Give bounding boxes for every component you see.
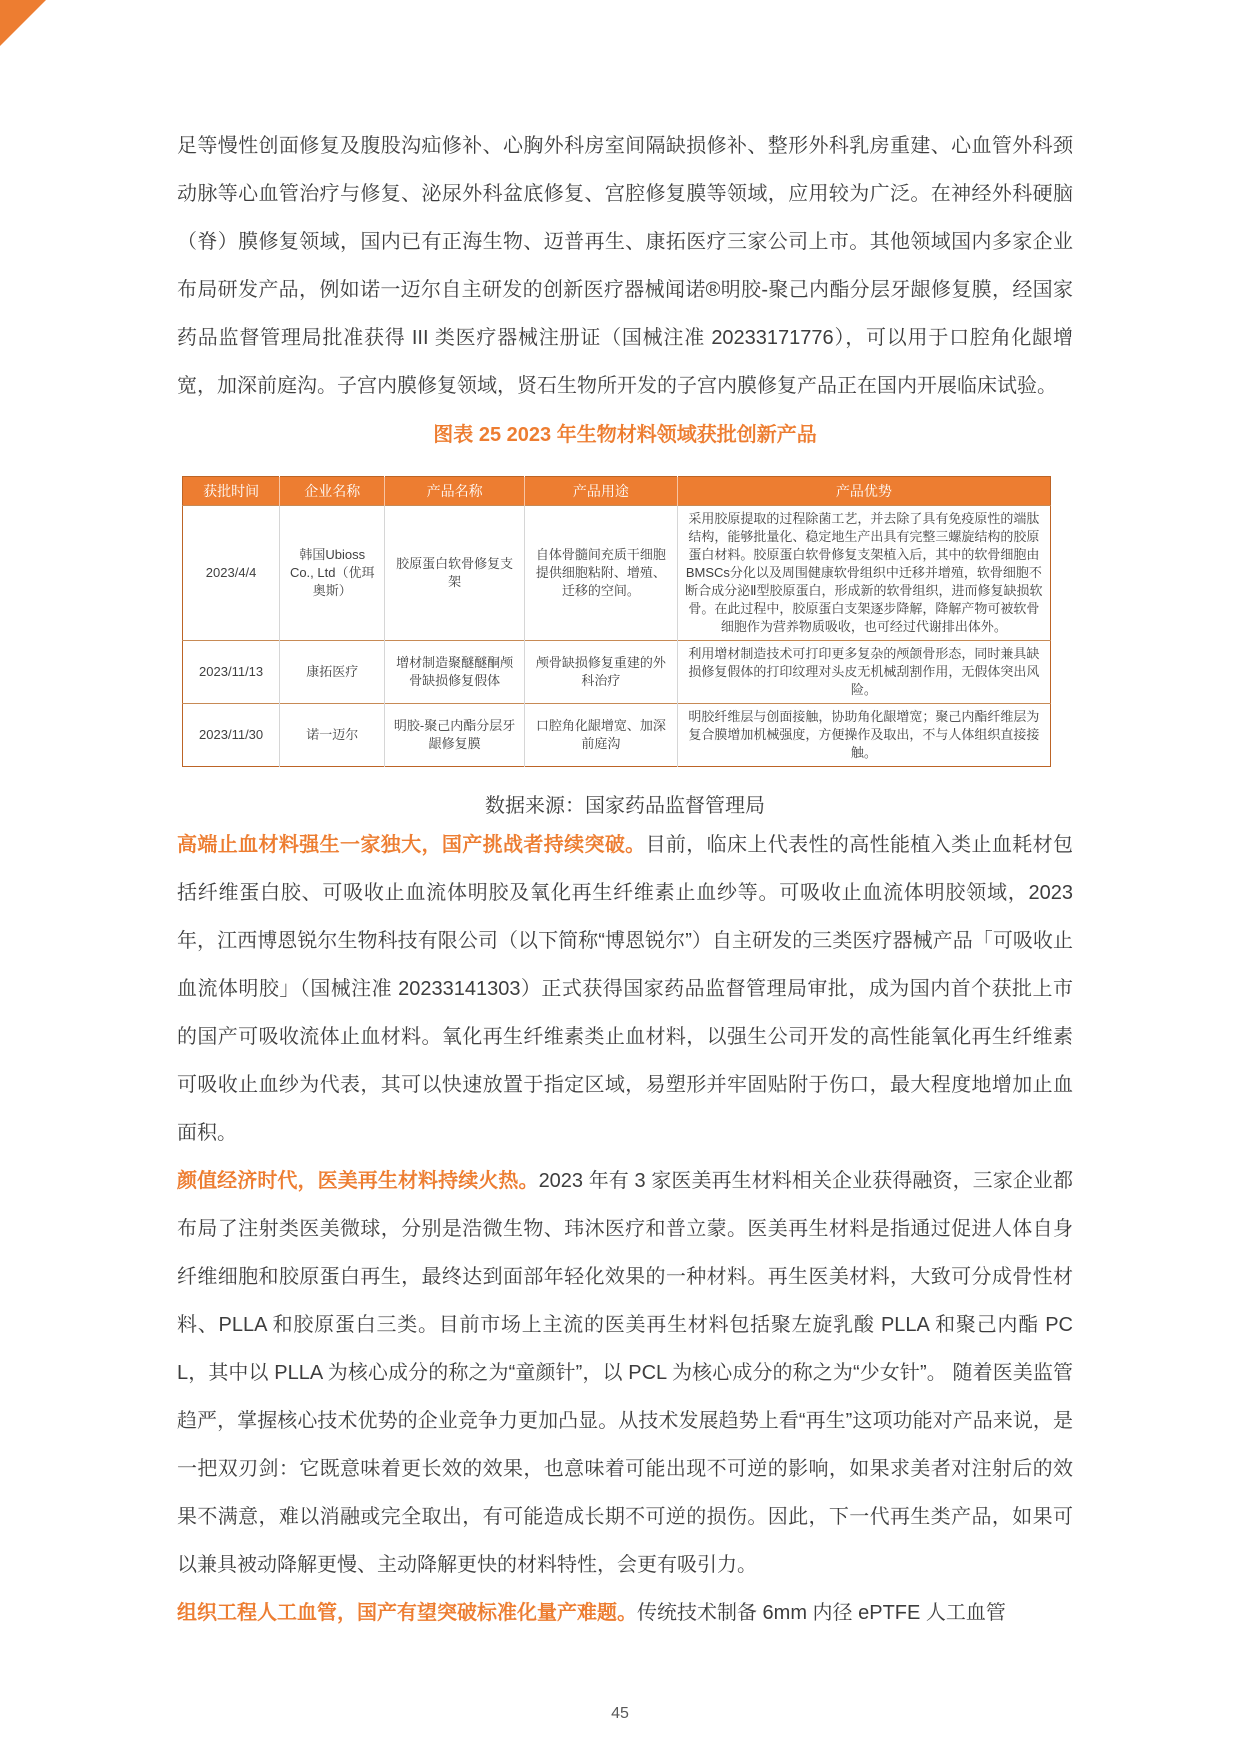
cell-product-use: 口腔角化龈增宽、加深前庭沟: [524, 704, 677, 767]
cell-product-use: 颅骨缺损修复重建的外科治疗: [524, 641, 677, 704]
cell-product-advantage: 利用增材制造技术可打印更多复杂的颅颌骨形态，同时兼具缺损修复假体的打印纹理对头皮无机械刮割作用，无假体突出风险。: [677, 641, 1050, 704]
cell-approval-date: 2023/11/30: [183, 704, 280, 767]
cell-product-name: 胶原蛋白软骨修复支架: [385, 506, 525, 641]
page-content: [177, 122, 1073, 1637]
cell-product-name: 增材制造聚醚醚酮颅骨缺损修复假体: [385, 641, 525, 704]
col-header-company: 企业名称: [280, 477, 385, 506]
page-number: 45: [611, 1705, 629, 1722]
cell-product-use: 自体骨髓间充质干细胞提供细胞粘附、增殖、迁移的空间。: [524, 506, 677, 641]
approved-products-table: [182, 476, 1051, 767]
table-row: [183, 506, 1051, 641]
paragraph-body-aesthetic: 2023 年有 3 家医美再生材料相关企业获得融资，三家企业都布局了注射类医美微球，分别是浩微生物、玮沐医疗和普立蒙。医美再生材料是指通过促进人体自身纤维细胞和胶原蛋白再生，最终达到面部年轻化效果的一种材料。再生医美材料，大致可分成骨性材料、PLLA 和胶原蛋白三类。目前市场上主流的医美再生材料包括聚左旋乳酸 PLLA 和聚己内酯 PCL，其中以 PLLA 为核心成分的称之为“童颜针”，以 PCL 为核心成分的称之为“少女针”。 随着医美监管趋严，掌握核心技术优势的企业竞争力更加凸显。从技术发展趋势上看“再生”这项功能对产品来说，是一把双刃剑：它既意味着更长效的效果，也意味着可能出现不可逆的影响，如果求美者对注射后的效果不满意，难以消融或完全取出，有可能造成长期不可逆的损伤。因此，下一代再生类产品，如果可以兼具被动降解更慢、主动降解更快的材料特性，会更有吸引力。: [177, 1170, 1074, 1576]
corner-decoration: [0, 0, 46, 46]
table-header-row: [183, 477, 1051, 506]
paragraph-hemostatic-materials: [177, 821, 1073, 1157]
cell-approval-date: 2023/4/4: [183, 506, 280, 641]
paragraph-vascular-graft: [177, 1589, 1073, 1637]
col-header-approval-date: 获批时间: [183, 477, 280, 506]
figure-caption: 图表 25 2023 年生物材料领域获批创新产品: [433, 424, 817, 446]
paragraph-repair-membranes: 足等慢性创面修复及腹股沟疝修补、心胸外科房室间隔缺损修补、整形外科乳房重建、心血管外科颈动脉等心血管治疗与修复、泌尿外科盆底修复、宫腔修复膜等领域，应用较为广泛。在神经外科硬脑（脊）膜修复领域，国内已有正海生物、迈普再生、康拓医疗三家公司上市。其他领域国内多家企业布局研发产品，例如诺一迈尔自主研发的创新医疗器械闻诺®明胶-聚己内酯分层牙龈修复膜，经国家药品监督管理局批准获得 III 类医疗器械注册证（国械注准 20233171776），可以用于口腔角化龈增宽，加深前庭沟。子宫内膜修复领域，贤石生物所开发的子宫内膜修复产品正在国内开展临床试验。: [177, 135, 1073, 397]
cell-product-advantage: 采用胶原提取的过程除菌工艺，并去除了具有免疫原性的端肽结构，能够批量化、稳定地生产出具有完整三螺旋结构的胶原蛋白材料。胶原蛋白软骨修复支架植入后，其中的软骨细胞由BMSCs分化以及周围健康软骨组织中迁移并增殖，软骨细胞不断合成分泌Ⅱ型胶原蛋白，形成新的软骨组织，进而修复缺损软骨。在此过程中，胶原蛋白支架逐步降解，降解产物可被软骨细胞作为营养物质吸收，也可经过代谢排出体外。: [677, 506, 1050, 641]
paragraph-aesthetic-regenerative: [177, 1157, 1073, 1589]
cell-approval-date: 2023/11/13: [183, 641, 280, 704]
paragraph-lead-hemostatic: 高端止血材料强生一家独大，国产挑战者持续突破。: [177, 834, 646, 856]
col-header-product-name: 产品名称: [385, 477, 525, 506]
cell-product-advantage: 明胶纤维层与创面接触，协助角化龈增宽；聚己内酯纤维层为复合膜增加机械强度，方便操作及取出，不与人体组织直接接触。: [677, 704, 1050, 767]
paragraph-body-hemostatic: 目前，临床上代表性的高性能植入类止血耗材包括纤维蛋白胶、可吸收止血流体明胶及氧化再生纤维素止血纱等。可吸收止血流体明胶领域，2023 年，江西博恩锐尔生物科技有限公司（以下简称“博恩锐尔”）自主研发的三类医疗器械产品「可吸收止血流体明胶」（国械注准 20233141303）正式获得国家药品监督管理局审批，成为国内首个获批上市的国产可吸收流体止血材料。氧化再生纤维素类止血材料，以强生公司开发的高性能氧化再生纤维素可吸收止血纱为代表，其可以快速放置于指定区域，易塑形并牢固贴附于伤口，最大程度地增加止血面积。: [177, 834, 1074, 1144]
col-header-product-advantage: 产品优势: [677, 477, 1050, 506]
table-row: [183, 641, 1051, 704]
data-source-note: 数据来源：国家药品监督管理局: [485, 795, 765, 817]
col-header-product-use: 产品用途: [524, 477, 677, 506]
paragraph-body-vascular: 传统技术制备 6mm 内径 ePTFE 人工血管: [637, 1602, 1006, 1624]
table-row: [183, 704, 1051, 767]
cell-company: 诺一迈尔: [280, 704, 385, 767]
cell-company: 韩国Ubioss Co., Ltd（优珥奥斯）: [280, 506, 385, 641]
cell-product-name: 明胶-聚己内酯分层牙龈修复膜: [385, 704, 525, 767]
paragraph-lead-vascular: 组织工程人工血管，国产有望突破标准化量产难题。: [177, 1602, 637, 1624]
cell-company: 康拓医疗: [280, 641, 385, 704]
paragraph-lead-aesthetic: 颜值经济时代，医美再生材料持续火热。: [177, 1170, 539, 1192]
